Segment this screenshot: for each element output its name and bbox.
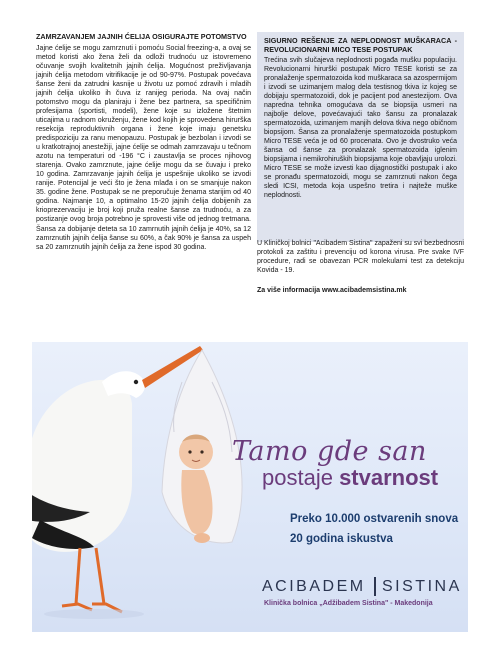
slogan-line1: Tamo gde san	[232, 436, 427, 467]
notice-body: U Kliničkoj bolnici "Acibadem Sistina" zapaženi su svi bezbednosni protokoli za zaštitu i prevenciju od korona virusa. Pre svake IVF procedure, radi se obavezan PCR molekularni test za detekciju Kovida - 19.	[257, 240, 464, 274]
box-heading: SIGURNO REŠENJE ZA NEPLODNOST MUŠKARACA - REVOLUCIONARNI MICO TESE POSTUPAK	[264, 36, 457, 54]
stat-dreams: Preko 10.000 ostvarenih snova	[290, 513, 459, 525]
logo-right-text: SISTINA	[382, 578, 462, 595]
logo-separator	[374, 577, 376, 596]
covid-notice	[257, 239, 464, 295]
micro-tese-box	[257, 32, 464, 242]
fertility-article	[36, 33, 251, 252]
box-body: Trećina svih slučajeva neplodnosti pogađa mušku populaciju. Revolucionarni hirurški postupak Micro TESE koristi se za pronalaženje spermatozoida kod muškaraca sa azospermijom i izvodi se uzimanjem malog dela testisnog tkiva iz kojeg se dobijaju spermatozoidi, dok je pacijent pod anestezijom. Ova napredna tehnika omogućava da se biopsija usmeri na najbolje delove, povećavajući tako šansu za pronalazak spermatozoida, uzimanjem manjih delova tkiva nego običnom biopsijom. Šansa za pronalaženje spermatozoida postupkom Micro TESE veća je od 60 procenata. Ovo je dvostruko veća šansa od šanse za pronalazak spermatozoida iglenim biopsijama i nemikrohiruških biopsijama koje obavljaju urolozi. Micro TESE se može izvesti kao dijagnostički postupak i ako se pronađu spermatozoidi, mogu se zamrznuti nakon čega sledi ICSI, metoda koja uspešno tretira i najteže muške neplodnosti.	[264, 57, 457, 200]
clinic-advertisement	[32, 342, 468, 632]
stat-experience: 20 godina iskustva	[290, 533, 393, 545]
slogan-line2-plain: postaje	[262, 465, 340, 490]
slogan-line2-bold: stvarnost	[339, 465, 439, 490]
article-body: Jajne ćelije se mogu zamrznuti i pomoću Social freezing-a, a ovaj se metod koristi ako žena želi da odloži trudnoću uz istovremeno očuvanje svojih kvalitetnih jajnih ćelija. Mogućnost preživljavanja jajnih ćelija metodom vitrifikacije je od 90-97%. Postupak povećava šanse ženi da zatrudni kasnije u životu uz pomoć zdravih i mladih jajnih ćelija ukoliko ih čuva iz ranijeg perioda. Na ovaj način potomstvo mogu da planiraju i žene bez partnera, sa specifičnim profesijama (sportisti, modeli), žene koje su izložene štetnim uticajima u radnom okruženju, žene kod kojih je sprovedena hirurška resekcija reproduktivnih organa i žene koje imaju genetsku predispoziciju za ranu menopauzu. Postupak je bezbolan i izvodi se u kratkotrajnoj anestežiji, jajne ćelije se odmah zamrzavaju u tečnom azotu na temperaturi od -196 °C i zaustavlja se proces njihovog starenja. Ovako zamrznute, jajne ćelije mogu da se čuvaju i preko 10 godina. Zamrzavanje jajnih ćelija je uspešnije ukoliko se izvodi ranije. Potencijal je veći što je žena mlađa i on se smanjuje nakon 35. godine žene. Postupak se ne preporučuje ženama starijim od 40 godina. Najmanje 10, a optimalno 15-20 jajnih ćelija dobijenih za krioprezervaciju je broj koji pruža realne šanse za trudnoću, a za postizanje ovog broja potrebno je sprovesti više od jednog tretmana. Šansa za dobijanje deteta sa 10 zamrnutih jajnih ćelija je 40%, sa 12 zamrznutih jajnih ćelija šanse su 60%, a čak 90% je šansa za uspeh sa 20 zamrznutih jajnih ćelija za žene ispod 30 godina.	[36, 44, 251, 251]
logo-left-text: ACIBADEM	[262, 578, 366, 595]
article-heading: ZAMRZAVANJEM JAJNIH ĆELIJA OSIGURAJTE POTOMSTVO	[36, 32, 247, 41]
logo-subtitle: Klinička bolnica „Adžibadem Sistina" - Makedonija	[264, 600, 433, 607]
info-link[interactable]: Za više informacija www.acibademsistina.mk	[257, 287, 407, 294]
acibadem-sistina-logo	[258, 576, 462, 598]
slogan-line2	[262, 465, 438, 491]
